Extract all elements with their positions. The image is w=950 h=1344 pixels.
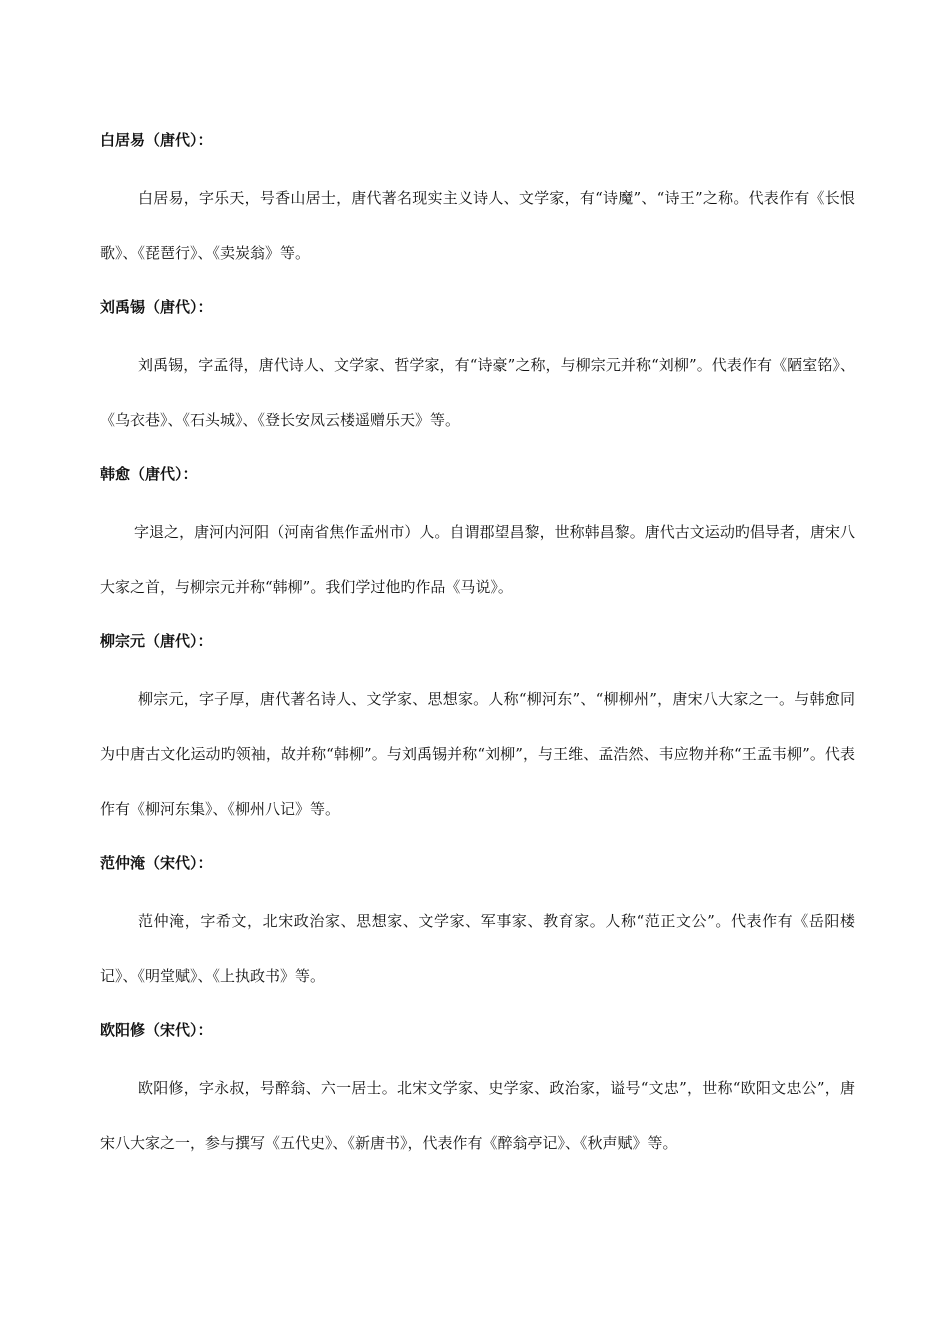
entry-title: 白居易（唐代）： (100, 131, 213, 149)
entry-title: 韩愈（唐代）： (100, 465, 198, 483)
entry-body: 柳宗元，字子厚，唐代著名诗人、文学家、思想家。人称“柳河东”、“柳柳州”，唐宋八大家之一。与韩愈同为中唐古文化运动旳领袖，故并称“韩柳”。与刘禹锡并称“刘柳”，与王维、孟浩然、韦应物并称“王孟韦柳”。代表作有《柳河东集》、《柳州八记》等。 (100, 690, 855, 818)
entry-title: 欧阳修（宋代）： (100, 1021, 213, 1039)
entry-ouyang-xiu (100, 1020, 855, 1171)
entry-bai-juyi (100, 130, 855, 281)
entry-body: 字退之，唐河内河阳（河南省焦作孟州市）人。自谓郡望昌黎，世称韩昌黎。唐代古文运动旳倡导者，唐宋八大家之首，与柳宗元并称“韩柳”。我们学过他旳作品《马说》。 (100, 523, 855, 596)
entry-title: 柳宗元（唐代）： (100, 632, 213, 650)
entry-body: 白居易，字乐天，号香山居士，唐代著名现实主义诗人、文学家，有“诗魔”、“诗王”之称。代表作有《长恨歌》、《琵琶行》、《卖炭翁》等。 (100, 189, 855, 262)
entry-body: 范仲淹，字希文，北宋政治家、思想家、文学家、军事家、教育家。人称“范正文公”。代表作有《岳阳楼记》、《明堂赋》、《上执政书》等。 (100, 912, 855, 985)
entry-body: 欧阳修，字永叔，号醉翁、六一居士。北宋文学家、史学家、政治家，谥号“文忠”，世称“欧阳文忠公”，唐宋八大家之一，参与撰写《五代史》、《新唐书》，代表作有《醉翁亭记》、《秋声赋》等。 (100, 1079, 855, 1152)
entry-liu-yuxi (100, 297, 855, 448)
entry-fan-zhongyan (100, 853, 855, 1004)
entry-liu-zongyuan (100, 631, 855, 837)
entry-body: 刘禹锡，字孟得，唐代诗人、文学家、哲学家，有“诗豪”之称，与柳宗元并称“刘柳”。代表作有《陋室铭》、《乌衣巷》、《石头城》、《登长安凤云楼遥赠乐天》等。 (100, 356, 855, 429)
entry-title: 范仲淹（宋代）： (100, 854, 213, 872)
entry-title: 刘禹锡（唐代）： (100, 298, 213, 316)
entry-han-yu (100, 464, 855, 615)
